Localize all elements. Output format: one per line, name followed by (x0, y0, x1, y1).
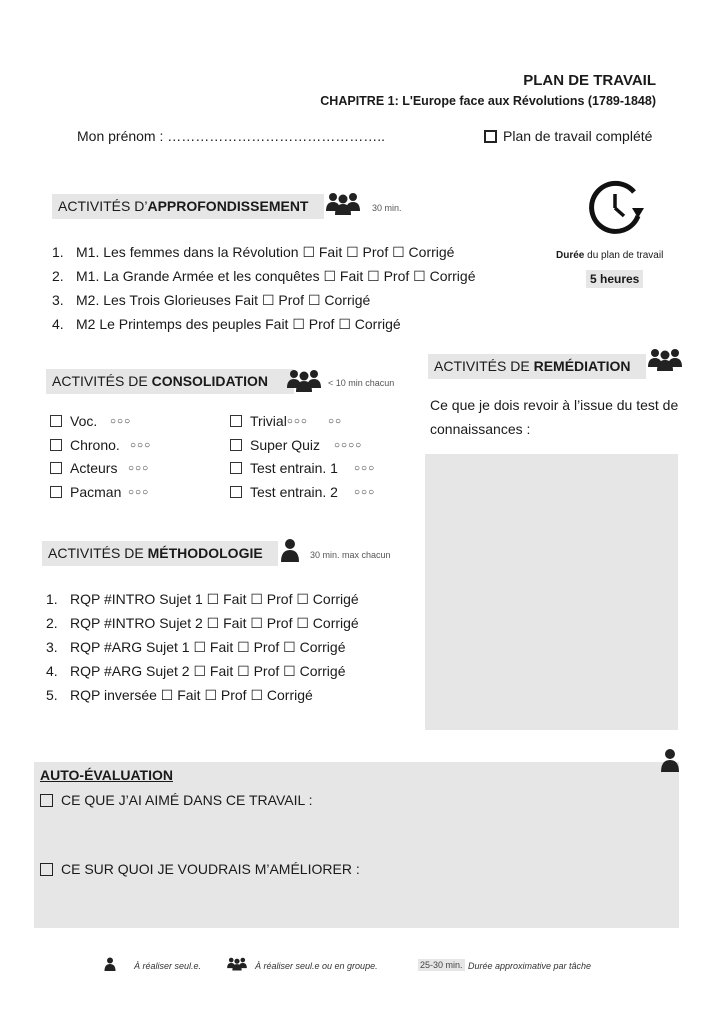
list-item[interactable]: 4. M2 Le Printemps des peuples Fait ☐ Prof ☐ Corrigé (52, 316, 401, 332)
activity-chrono[interactable]: Chrono. ○○○ (50, 437, 151, 453)
rating-dots[interactable]: ○○○ (130, 439, 152, 451)
checkbox-icon[interactable] (230, 439, 242, 451)
activity-test-2[interactable]: Test entrain. 2 ○○○ (230, 484, 375, 500)
checkbox-icon[interactable] (40, 794, 53, 807)
checkbox-icon[interactable] (50, 415, 62, 427)
methodologie-time: 30 min. max chacun (310, 550, 391, 560)
group-icon (646, 347, 684, 371)
list-item[interactable]: 1. M1. Les femmes dans la Révolution ☐ Fait ☐ Prof ☐ Corrigé (52, 244, 455, 260)
activity-test-1[interactable]: Test entrain. 1 ○○○ (230, 460, 375, 476)
methodologie-list (46, 587, 359, 707)
legend-alone: À réaliser seul.e. (134, 961, 202, 971)
legend-time-sample: 25-30 min. (420, 960, 463, 970)
rating-dots[interactable]: ○○○ (128, 486, 150, 498)
checkbox-icon[interactable] (484, 130, 497, 143)
firstname-field[interactable]: Mon prénom : ……………………………………….. (77, 128, 386, 144)
remediation-prompt: Ce que je dois revoir à l’issue du test de connaissances : (430, 397, 679, 437)
list-item[interactable]: 5. RQP inversée ☐ Fait ☐ Prof ☐ Corrigé (46, 687, 313, 703)
legend-group: À réaliser seul.e ou en groupe. (255, 961, 378, 971)
chapter-title: CHAPITRE 1: L'Europe face aux Révolutions (1789-1848) (320, 94, 656, 108)
rating-dots[interactable]: ○○○ (354, 486, 376, 498)
completed-label: Plan de travail complété (503, 128, 653, 144)
activity-super-quiz[interactable]: Super Quiz ○○○○ (230, 437, 362, 453)
checkbox-icon[interactable] (230, 486, 242, 498)
activity-trivial[interactable]: Trivial ○○○ ○○ (230, 413, 342, 429)
page-title: PLAN DE TRAVAIL (523, 72, 656, 89)
rating-dots[interactable]: ○○○ (128, 462, 150, 474)
section-approfondissement-title: ACTIVITÉS D’APPROFONDISSEMENT (52, 194, 324, 219)
list-item[interactable]: 2. RQP #INTRO Sujet 2 ☐ Fait ☐ Prof ☐ Corrigé (46, 615, 359, 631)
section-methodologie-title: ACTIVITÉS DE MÉTHODOLOGIE (42, 541, 278, 566)
person-icon (280, 538, 300, 562)
checkbox-icon[interactable] (50, 486, 62, 498)
activity-acteurs[interactable]: Acteurs ○○○ (50, 460, 149, 476)
checkbox-icon[interactable] (230, 462, 242, 474)
rating-dots[interactable]: ○○○ (354, 462, 376, 474)
rating-dots[interactable]: ○○○○ (334, 439, 363, 451)
person-icon (660, 748, 680, 772)
checkbox-icon[interactable] (50, 462, 62, 474)
group-icon (324, 191, 362, 215)
checkbox-icon[interactable] (230, 415, 242, 427)
rating-dots[interactable]: ○○ (327, 415, 343, 427)
list-item[interactable]: 2. M1. La Grande Armée et les conquêtes ☐ Fait ☐ Prof ☐ Corrigé (52, 268, 476, 284)
approfondissement-list (52, 240, 476, 336)
rating-dots[interactable]: ○○○ (286, 415, 308, 427)
group-icon (226, 956, 248, 971)
auto-q2[interactable]: CE SUR QUOI JE VOUDRAIS M’AMÉLIORER : (40, 861, 360, 877)
auto-evaluation-panel[interactable] (34, 762, 679, 928)
completed-checkbox[interactable] (484, 128, 652, 144)
auto-q1[interactable]: CE QUE J’AI AIMÉ DANS CE TRAVAIL : (40, 792, 313, 808)
remediation-answer-area[interactable] (425, 454, 678, 730)
checkbox-icon[interactable] (40, 863, 53, 876)
section-remediation-title: ACTIVITÉS DE REMÉDIATION (428, 354, 646, 379)
auto-evaluation-title: AUTO-ÉVALUATION (40, 767, 173, 783)
consolidation-time: < 10 min chacun (328, 378, 395, 388)
approfondissement-time: 30 min. (372, 203, 402, 213)
list-item[interactable]: 1. RQP #INTRO Sujet 1 ☐ Fait ☐ Prof ☐ Corrigé (46, 591, 359, 607)
rating-dots[interactable]: ○○○ (110, 415, 132, 427)
legend-time-desc: Durée approximative par tâche (468, 961, 592, 971)
group-icon (285, 368, 323, 392)
activity-voc[interactable]: Voc. ○○○ (50, 413, 131, 429)
list-item[interactable]: 4. RQP #ARG Sujet 2 ☐ Fait ☐ Prof ☐ Corrigé (46, 663, 346, 679)
duration-label: Durée du plan de travail (556, 250, 664, 261)
person-icon (104, 957, 116, 971)
duration-value: 5 heures (586, 270, 643, 288)
activity-pacman[interactable]: Pacman ○○○ (50, 484, 149, 500)
list-item[interactable]: 3. M2. Les Trois Glorieuses Fait ☐ Prof ☐ Corrigé (52, 292, 371, 308)
list-item[interactable]: 3. RQP #ARG Sujet 1 ☐ Fait ☐ Prof ☐ Corrigé (46, 639, 346, 655)
checkbox-icon[interactable] (50, 439, 62, 451)
section-consolidation-title: ACTIVITÉS DE CONSOLIDATION (46, 369, 294, 394)
clock-icon (586, 178, 648, 238)
